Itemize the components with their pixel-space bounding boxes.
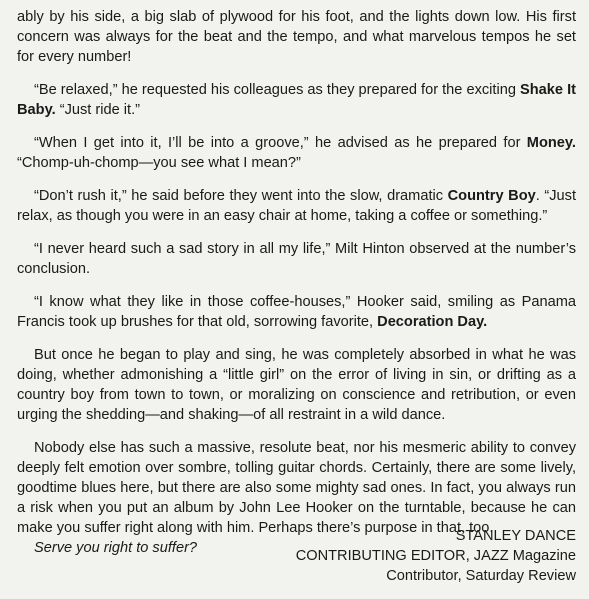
author-affiliation: Contributor, Saturday Review: [386, 568, 576, 584]
paragraph-text: “Just ride it.”: [55, 102, 141, 118]
paragraph-text: . “Just relax, as though you were in an easy chair at home, taking a coffee or something.”: [17, 188, 577, 224]
paragraph-text: “Chomp-uh-chomp—you see what I mean?”: [17, 155, 301, 171]
paragraph-text: But once he began to play and sing, he was completely absorbed in what he was doing, whether admonishing a “little girl” on the error of living in sin, or drifting as a country boy from town to town, or moralizing on conscience and retribution, or even urging the shedding—and shaking—of all restraint in a wild dance.: [17, 347, 576, 423]
paragraph-text: Nobody else has such a massive, resolute beat, nor his mesmeric ability to convey deeply felt emotion over sombre, tolling guitar chords. Certainly, there are some lively, goodtime blues here, but there are also some mighty sad ones. In fact, you always run a risk when you put an album by John Lee Hooker on the turntable, because he can make you suffer right along with him. Perhaps there’s purpose in that, too.: [17, 440, 576, 536]
song-title: Money.: [526, 135, 576, 151]
song-title: Country Boy: [447, 188, 536, 204]
paragraph-text: “I never heard such a sad story in all my life,” Milt Hinton observed at the number’s conclusion.: [17, 241, 576, 277]
paragraph-text: “Don’t rush it,” he said before they went into the slow, dramatic: [34, 188, 448, 204]
paragraph-p6: [17, 292, 576, 332]
paragraph-text: “I know what they like in those coffee-houses,” Hooker said, smiling as Panama Francis took up brushes for that old, sorrowing favorite,: [17, 294, 576, 330]
signature-block: [296, 526, 576, 586]
paragraph-p5: [17, 239, 576, 279]
paragraph-p7: [17, 345, 576, 425]
paragraph-text: “When I get into it, I’ll be into a groove,” he advised as he prepared for: [34, 135, 527, 151]
song-title: Decoration Day.: [377, 314, 488, 330]
paragraph-p1: [17, 7, 576, 67]
paragraph-p4: [17, 186, 576, 226]
song-title: Shake It Baby.: [17, 82, 577, 118]
paragraph-p3: [17, 133, 576, 173]
author-title: CONTRIBUTING EDITOR, JAZZ Magazine: [295, 548, 576, 564]
article-body: [17, 7, 576, 558]
paragraph-text: “Be relaxed,” he requested his colleagues as they prepared for the exciting: [34, 82, 521, 98]
paragraph-p2: [17, 80, 576, 120]
paragraph-text: ably by his side, a big slab of plywood for his foot, and the lights down low. His first concern was always for the beat and the tempo, and what marvelous tempos he set for every number!: [17, 9, 576, 65]
closing-question: Serve you right to suffer?: [34, 540, 198, 556]
author-name: STANLEY DANCE: [455, 528, 576, 544]
